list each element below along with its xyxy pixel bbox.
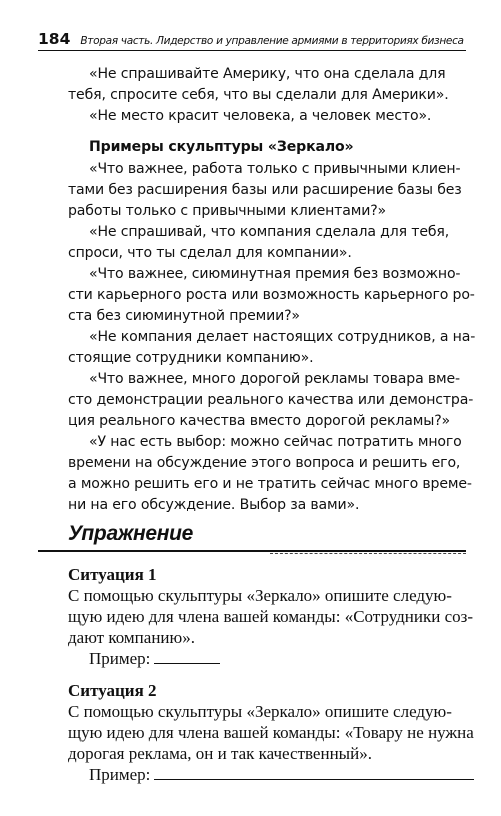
examples-heading: Примеры скульптуры «Зеркало» [89, 139, 354, 155]
header-rule [38, 50, 466, 51]
text-line: «У нас есть выбор: можно сейчас потратить много [89, 434, 462, 450]
page-header [38, 30, 466, 48]
running-title: Вторая часть. Лидерство и управление армиями в территориях бизнеса [80, 35, 464, 47]
text-line: ция реального качества вместо дорогой рекламы?» [68, 413, 451, 429]
situation-1-example [89, 648, 220, 669]
text-line: ста без сиюминутной премии?» [68, 308, 300, 324]
page-number: 184 [38, 30, 71, 48]
text-line: сто демонстрации реального качества или демонстра- [68, 392, 474, 408]
text-line: С помощью скульптуры «Зеркало» опишите следую- [68, 702, 452, 721]
text-line: стоящие сотрудники компанию». [68, 350, 314, 366]
situation-2-example [89, 764, 474, 785]
text-line: «Не спрашивай, что компания сделала для тебя, [89, 224, 450, 240]
text-line: ни на его обсуждение. Выбор за вами». [68, 497, 360, 513]
text-line: спроси, что ты сделал для компании». [68, 245, 352, 261]
text-line: «Что важнее, работа только с привычными клиен- [89, 161, 461, 177]
text-line: дорогая реклама, он и так качественный». [68, 744, 372, 763]
example-label: Пример: [89, 649, 151, 668]
text-line: сти карьерного роста или возможность карьерного ро- [68, 287, 475, 303]
situation-1-title: Ситуация 1 [68, 565, 157, 584]
text-line: С помощью скульптуры «Зеркало» опишите следую- [68, 586, 452, 605]
answer-blank [154, 765, 474, 780]
text-line: тебя, спросите себя, что вы сделали для Америки». [68, 87, 449, 103]
section-rule [38, 550, 466, 552]
text-line: щую идею для члена вашей команды: «Сотрудники соз- [68, 607, 474, 626]
text-line: «Не место красит человека, а человек место». [89, 108, 432, 124]
text-line: работы только с привычными клиентами?» [68, 203, 387, 219]
text-line: а можно решить его и не тратить сейчас много време- [68, 476, 472, 492]
text-line: «Не спрашивайте Америку, что она сделала для [89, 66, 446, 82]
section-rule-dashed [270, 553, 466, 554]
situation-2-title: Ситуация 2 [68, 681, 157, 700]
text-line: щую идею для члена вашей команды: «Товару не нужна [68, 723, 474, 742]
text-line: времени на обсуждение этого вопроса и решить его, [68, 455, 461, 471]
text-line: тами без расширения базы или расширение базы без [68, 182, 462, 198]
text-line: «Что важнее, сиюминутная премия без возможно- [89, 266, 461, 282]
exercise-title: Упражнение [68, 522, 194, 545]
answer-blank [154, 649, 220, 664]
text-line: «Не компания делает настоящих сотрудников, а на- [89, 329, 476, 345]
example-label: Пример: [89, 765, 151, 784]
text-line: «Что важнее, много дорогой рекламы товара вме- [89, 371, 460, 387]
text-line: дают компанию». [68, 628, 195, 647]
